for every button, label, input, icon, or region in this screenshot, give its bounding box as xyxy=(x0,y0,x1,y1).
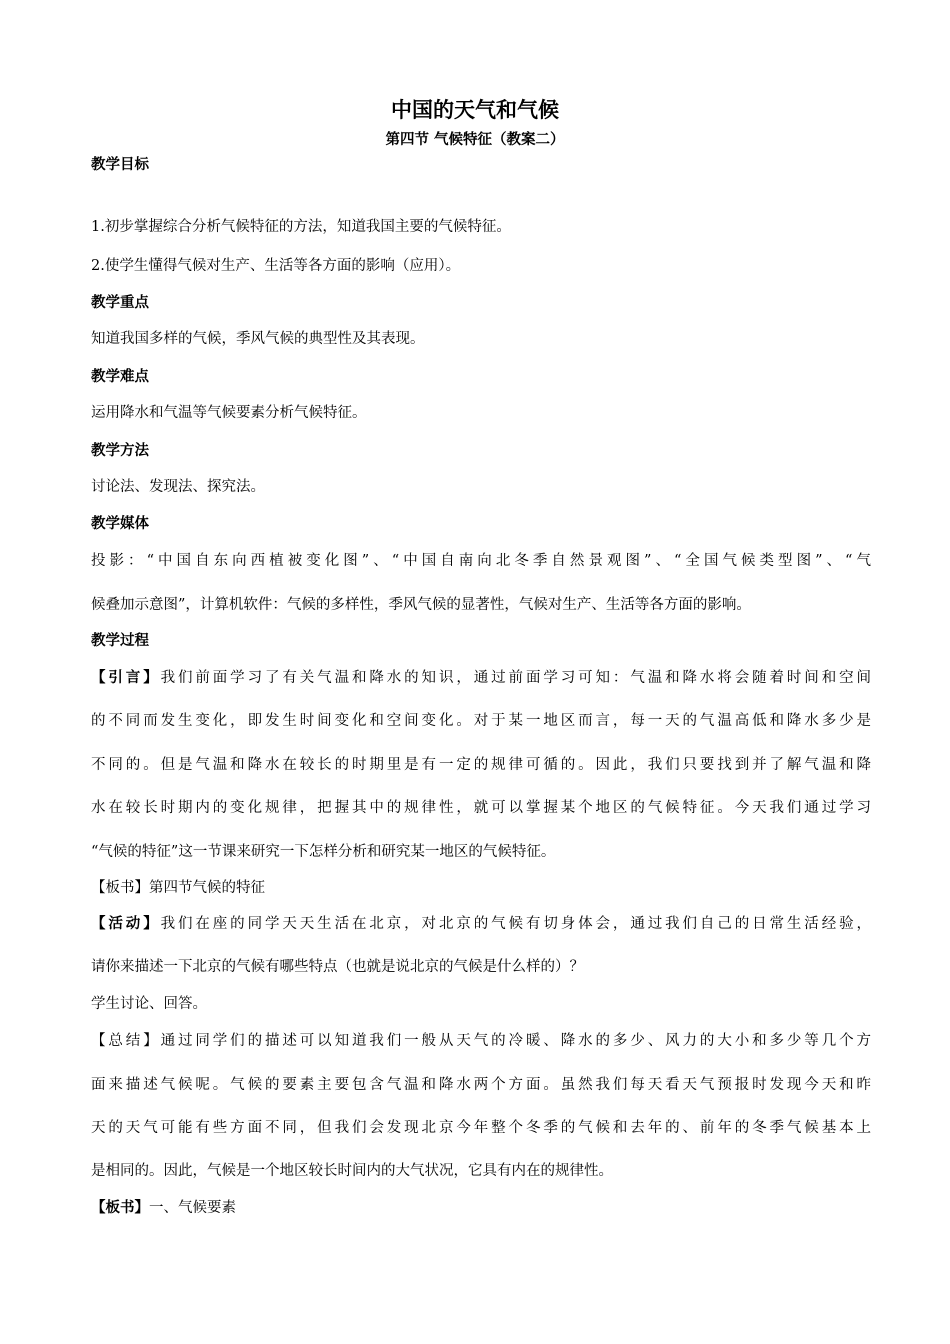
intro-line-4: 水在较长时期内的变化规律，把握其中的规律性，就可以掌握某个地区的气候特征。今天我们通过学习 xyxy=(91,800,871,816)
key-points-heading: 教学重点 xyxy=(91,295,149,311)
document-subtitle: 第四节 气候特征（教案二） xyxy=(385,132,565,148)
intro-text-1: 我们前面学习了有关气温和降水的知识，通过前面学习可知：气温和降水将会随着时间和空间 xyxy=(160,670,871,686)
difficulty-heading: 教学难点 xyxy=(91,369,149,385)
difficulty-text: 运用降水和气温等气候要素分析气候特征。 xyxy=(91,405,367,421)
intro-line-2: 的不同而发生变化，即发生时间变化和空间变化。对于某一地区而言，每一天的气温高低和降水多少是 xyxy=(91,713,871,729)
document-title: 中国的天气和气候 xyxy=(391,98,559,122)
intro-line-3: 不同的。但是气温和降水在较长的时期里是有一定的规律可循的。因此，我们只要找到并了解气温和降 xyxy=(91,757,871,773)
goal-item-1: 1.初步掌握综合分析气候特征的方法，知道我国主要的气候特征。 xyxy=(91,219,511,235)
activity-tag: 【活动】 xyxy=(91,915,161,932)
process-heading: 教学过程 xyxy=(91,633,149,649)
board-text-1: 第四节气候的特征 xyxy=(149,880,265,896)
media-line-1: 投影：“中国自东向西植被变化图”、“中国自南向北冬季自然景观图”、“全国气候类型图”、“气 xyxy=(91,553,871,569)
key-points-text: 知道我国多样的气候，季风气候的典型性及其表现。 xyxy=(91,331,425,347)
board-note-1 xyxy=(91,878,871,898)
media-line-2: 候叠加示意图”，计算机软件：气候的多样性，季风气候的显著性，气候对生产、生活等各方面的影响。 xyxy=(91,597,751,613)
activity-line-1 xyxy=(91,914,871,934)
board-text-2: 一、气候要素 xyxy=(149,1200,236,1216)
goals-heading: 教学目标 xyxy=(91,157,149,173)
activity-text-1: 我们在座的同学天天生活在北京，对北京的气候有切身体会，通过我们自己的日常生活经验， xyxy=(160,916,871,932)
intro-line-1 xyxy=(91,668,871,688)
methods-text: 讨论法、发现法、探究法。 xyxy=(91,479,265,495)
methods-heading: 教学方法 xyxy=(91,443,149,459)
intro-line-5: “气候的特征”这一节课来研究一下怎样分析和研究某一地区的气候特征。 xyxy=(91,844,556,860)
summary-line-4: 是相同的。因此，气候是一个地区较长时间内的大气状况，它具有内在的规律性。 xyxy=(91,1163,613,1179)
summary-text-1: 通过同学们的描述可以知道我们一般从天气的冷暖、降水的多少、风力的大小和多少等几个方 xyxy=(160,1033,871,1049)
board-note-2 xyxy=(91,1198,871,1218)
summary-line-2: 面来描述气候呢。气候的要素主要包含气温和降水两个方面。虽然我们每天看天气预报时发现今天和昨 xyxy=(91,1077,871,1093)
media-heading: 教学媒体 xyxy=(91,516,149,532)
summary-line-1 xyxy=(91,1031,871,1051)
summary-tag: 【总结】 xyxy=(91,1033,161,1049)
intro-tag: 【引言】 xyxy=(91,669,161,686)
goal-item-2: 2.使学生懂得气候对生产、生活等各方面的影响（应用）。 xyxy=(91,258,461,274)
activity-line-2: 请你来描述一下北京的气候有哪些特点（也就是说北京的气候是什么样的）？ xyxy=(91,959,584,975)
discussion-text: 学生讨论、回答。 xyxy=(91,996,207,1012)
board-tag-1: 【板书】 xyxy=(91,880,149,896)
board-tag-2: 【板书】 xyxy=(91,1199,149,1216)
summary-line-3: 天的天气可能有些方面不同，但我们会发现北京今年整个冬季的气候和去年的、前年的冬季气候基本上 xyxy=(91,1120,871,1136)
